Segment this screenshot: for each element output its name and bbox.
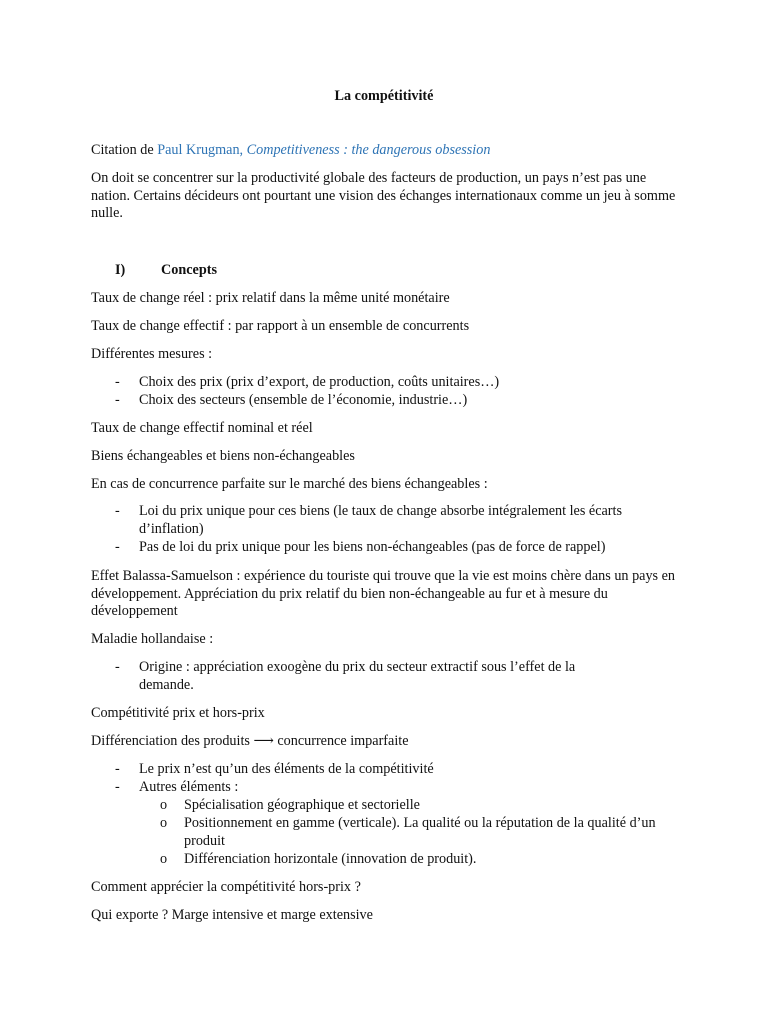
sublist-marker: o [160, 797, 168, 813]
paragraph-differenciation: Différenciation des produits ⟶ concurrence imparfaite [91, 733, 409, 749]
paragraph-mesures: Différentes mesures : [91, 346, 213, 362]
citation-work: Competitiveness : the dangerous obsession [246, 142, 491, 158]
list-item: Autres éléments : [139, 779, 239, 795]
paragraph-biens: Biens échangeables et biens non-échangeables [91, 448, 355, 464]
section-title: Concepts [161, 262, 217, 278]
citation-author: Paul Krugman, [157, 142, 247, 158]
list-marker: - [115, 761, 120, 777]
paragraph-exporte: Qui exporte ? Marge intensive et marge extensive [91, 907, 373, 923]
sublist-item: Spécialisation géographique et sectorielle [184, 797, 420, 813]
citation-prefix: Citation de [91, 142, 158, 158]
sublist-marker: o [160, 851, 168, 867]
list-marker: - [115, 659, 120, 675]
paragraph-hors-prix: Compétitivité prix et hors-prix [91, 705, 265, 721]
paragraph-balassa: Effet Balassa-Samuelson : expérience du touriste qui trouve que la vie est moins chère dans un pays en développement. Appréciation du prix relatif du bien non-échangeable au fur et à mesure du développement [91, 568, 676, 619]
document-title: La compétitivité [334, 88, 434, 104]
sublist-item: Positionnement en gamme (verticale). La qualité ou la réputation de la qualité d’un produit [184, 815, 656, 849]
section-number: I) [115, 262, 126, 278]
paragraph-taux-effectif: Taux de change effectif : par rapport à un ensemble de concurrents [91, 318, 470, 334]
list-item: Loi du prix unique pour ces biens (le taux de change absorbe intégralement les écarts d’inflation) [139, 503, 622, 537]
paragraph-concurrence: En cas de concurrence parfaite sur le marché des biens échangeables : [91, 476, 488, 492]
list-item: Origine : appréciation exoogène du prix du secteur extractif sous l’effet de la demande. [139, 659, 576, 693]
list-marker: - [115, 779, 120, 795]
list-marker: - [115, 374, 120, 390]
paragraph-comment: Comment apprécier la compétitivité hors-prix ? [91, 879, 361, 895]
paragraph-maladie: Maladie hollandaise : [91, 631, 214, 647]
intro-paragraph: On doit se concentrer sur la productivité globale des facteurs de production, un pays n’est pas une nation. Certains décideurs ont pourtant une vision des échanges internationaux comme un jeu à somme nulle. [91, 170, 676, 221]
list-item: Choix des secteurs (ensemble de l’économie, industrie…) [139, 392, 468, 408]
sublist-item: Différenciation horizontale (innovation de produit). [184, 851, 477, 867]
paragraph-taux-reel: Taux de change réel : prix relatif dans la même unité monétaire [91, 290, 450, 306]
citation-line [91, 142, 691, 160]
paragraph-nominal-reel: Taux de change effectif nominal et réel [91, 420, 313, 436]
list-item: Choix des prix (prix d’export, de production, coûts unitaires…) [139, 374, 500, 390]
sublist-marker: o [160, 815, 168, 831]
list-marker: - [115, 503, 120, 519]
list-marker: - [115, 392, 120, 408]
list-item: Le prix n’est qu’un des éléments de la compétitivité [139, 761, 434, 777]
list-item: Pas de loi du prix unique pour les biens non-échangeables (pas de force de rappel) [139, 539, 606, 555]
list-marker: - [115, 539, 120, 555]
